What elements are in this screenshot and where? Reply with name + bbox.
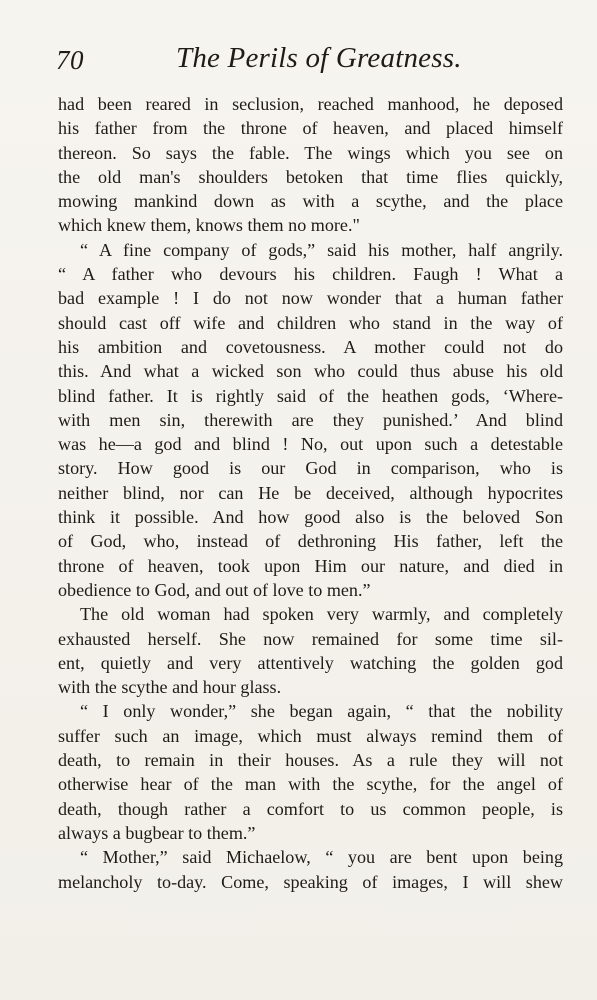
text-line: with the scythe and hour glass. [58,677,282,698]
text-line: always a bugbear to them.” [58,822,256,843]
text-line: exhausted herself. She now remained for some time sil- [58,628,563,649]
body-text [58,92,563,894]
text-line: the old man's shoulders betoken that time flies quickly, [58,166,563,187]
text-line: was he—a god and blind ! No, out upon such a detestable [58,434,563,455]
text-line: “ I only wonder,” she began again, “ that the nobility [80,701,563,722]
text-line: of God, who, instead of dethroning His father, left the [58,531,563,552]
running-title: The Perils of Greatness. [176,42,462,74]
text-line: death, though rather a comfort to us common people, is [58,798,563,819]
text-line: mowing mankind down as with a scythe, and the place [58,191,563,212]
text-line: “ A father who devours his children. Faugh ! What a [58,264,563,285]
text-line: blind father. It is rightly said of the heathen gods, ‘Where- [58,385,563,406]
text-line: otherwise hear of the man with the scythe, for the angel of [58,774,563,795]
text-line: his ambition and covetousness. A mother could not do [58,336,563,357]
page-number: 70 [56,45,84,75]
text-line: should cast off wife and children who stand in the way of [58,312,563,333]
text-line: suffer such an image, which must always remind them of [58,725,563,746]
text-line: his father from the throne of heaven, and placed himself [58,118,563,139]
text-line: bad example ! I do not now wonder that a human father [58,288,563,309]
page-header [56,42,556,82]
text-line: think it possible. And how good also is the beloved Son [58,507,563,528]
text-line: melancholy to-day. Come, speaking of images, I will shew [58,871,563,892]
text-line: this. And what a wicked son who could thus abuse his old [58,361,563,382]
text-line: story. How good is our God in comparison, who is [58,458,563,479]
text-line: thereon. So says the fable. The wings which you see on [58,142,563,163]
text-line: obedience to God, and out of love to men.” [58,579,371,600]
text-line: which knew them, knows them no more." [58,215,360,236]
text-line: death, to remain in their houses. As a rule they will not [58,750,563,771]
text-line: The old woman had spoken very warmly, and completely [80,604,563,625]
text-line: ent, quietly and very attentively watching the golden god [58,652,563,673]
text-line: throne of heaven, took upon Him our nature, and died in [58,555,563,576]
text-line: had been reared in seclusion, reached manhood, he deposed [58,94,563,114]
text-line: “ A fine company of gods,” said his mother, half angrily. [80,239,563,260]
text-line: “ Mother,” said Michaelow, “ you are bent upon being [80,847,563,868]
text-line: neither blind, nor can He be deceived, although hypocrites [58,482,563,503]
text-line: with men sin, therewith are they punished.’ And blind [58,409,563,430]
